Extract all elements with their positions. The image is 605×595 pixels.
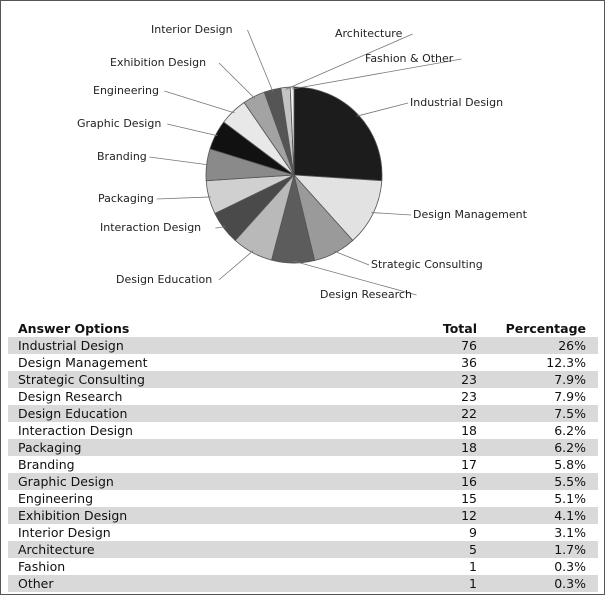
slice-label: Branding: [97, 150, 147, 163]
table-row: [8, 371, 598, 388]
cell-percentage: 0.3%: [489, 575, 598, 592]
cell-option: Exhibition Design: [8, 507, 352, 524]
cell-option: Design Management: [18, 355, 148, 370]
slice-label: Architecture: [335, 27, 403, 40]
header-percentage: Percentage: [505, 320, 586, 336]
slice-label: Exhibition Design: [110, 56, 207, 69]
pie-slices: [206, 87, 382, 263]
slice-label: Design Research: [320, 288, 412, 301]
cell-total: 18: [461, 423, 477, 438]
leader-line: [157, 197, 211, 199]
table-row: [8, 541, 598, 558]
cell-percentage: 7.9%: [554, 389, 586, 404]
table-row: [8, 507, 598, 524]
table-row: [8, 405, 598, 422]
leader-line: [167, 124, 217, 136]
slice-label: Fashion & Other: [365, 52, 454, 65]
cell-option: Branding: [18, 457, 75, 472]
slice-label: Design Management: [413, 208, 527, 221]
leader-line: [357, 103, 408, 116]
header-answer-options: Answer Options: [18, 320, 130, 336]
table-row: [8, 337, 598, 354]
table-row: [8, 490, 598, 507]
cell-percentage: 6.2%: [489, 439, 598, 456]
cell-total: 1: [469, 559, 477, 574]
table-row: [8, 422, 598, 439]
cell-percentage: 6.2%: [554, 423, 586, 438]
cell-total: 22: [352, 405, 489, 422]
cell-total: 17: [461, 457, 477, 472]
slice-label: Engineering: [93, 84, 159, 97]
cell-total: 23: [461, 389, 477, 404]
table-row: [8, 575, 598, 592]
cell-percentage: 7.9%: [489, 371, 598, 388]
answer-table: [8, 319, 598, 592]
cell-percentage: 26%: [489, 337, 598, 354]
cell-total: 23: [352, 371, 489, 388]
table-row: [8, 558, 598, 575]
table-row: [8, 456, 598, 473]
cell-total: 15: [461, 491, 477, 506]
cell-total: 76: [352, 337, 489, 354]
cell-total: 36: [461, 355, 477, 370]
cell-option: Other: [8, 575, 352, 592]
pie-slice-industrial-design: [294, 87, 382, 181]
cell-total: 16: [352, 473, 489, 490]
header-total: Total: [442, 320, 477, 336]
cell-percentage: 1.7%: [489, 541, 598, 558]
leader-line: [371, 213, 411, 215]
table-header-row: [8, 319, 598, 337]
slice-label: Packaging: [98, 192, 154, 205]
cell-option: Packaging: [8, 439, 352, 456]
cell-percentage: 3.1%: [554, 525, 586, 540]
cell-option: Design Education: [8, 405, 352, 422]
cell-option: Fashion: [18, 559, 66, 574]
cell-percentage: 0.3%: [554, 559, 586, 574]
leader-line: [219, 251, 253, 280]
cell-option: Graphic Design: [8, 473, 352, 490]
cell-total: 18: [352, 439, 489, 456]
cell-percentage: 5.5%: [489, 473, 598, 490]
table-row: [8, 439, 598, 456]
table-row: [8, 473, 598, 490]
cell-option: Architecture: [8, 541, 352, 558]
table-row: [8, 354, 598, 371]
cell-option: Interaction Design: [18, 423, 133, 438]
cell-option: Design Research: [18, 389, 123, 404]
cell-option: Interior Design: [18, 525, 111, 540]
slice-label: Interior Design: [151, 23, 233, 36]
slice-label: Design Education: [116, 273, 213, 286]
cell-percentage: 7.5%: [489, 405, 598, 422]
leader-line: [164, 91, 234, 113]
cell-total: 5: [352, 541, 489, 558]
cell-total: 1: [352, 575, 489, 592]
slice-label: Industrial Design: [410, 96, 504, 109]
cell-percentage: 5.1%: [554, 491, 586, 506]
cell-total: 9: [469, 525, 477, 540]
slice-label: Interaction Design: [100, 221, 202, 234]
leader-line: [219, 63, 255, 98]
cell-option: Strategic Consulting: [8, 371, 352, 388]
cell-percentage: 5.8%: [554, 457, 586, 472]
table-row: [8, 524, 598, 541]
leader-line: [248, 30, 273, 92]
leader-line: [149, 157, 208, 165]
slice-label: Graphic Design: [77, 117, 162, 130]
cell-total: 12: [352, 507, 489, 524]
cell-option: Engineering: [18, 491, 93, 506]
table-row: [8, 388, 598, 405]
table-body: [8, 337, 598, 592]
cell-option: Industrial Design: [8, 337, 352, 354]
leader-line: [334, 251, 369, 265]
slice-label: Strategic Consulting: [371, 258, 483, 271]
cell-percentage: 4.1%: [489, 507, 598, 524]
cell-percentage: 12.3%: [546, 355, 586, 370]
